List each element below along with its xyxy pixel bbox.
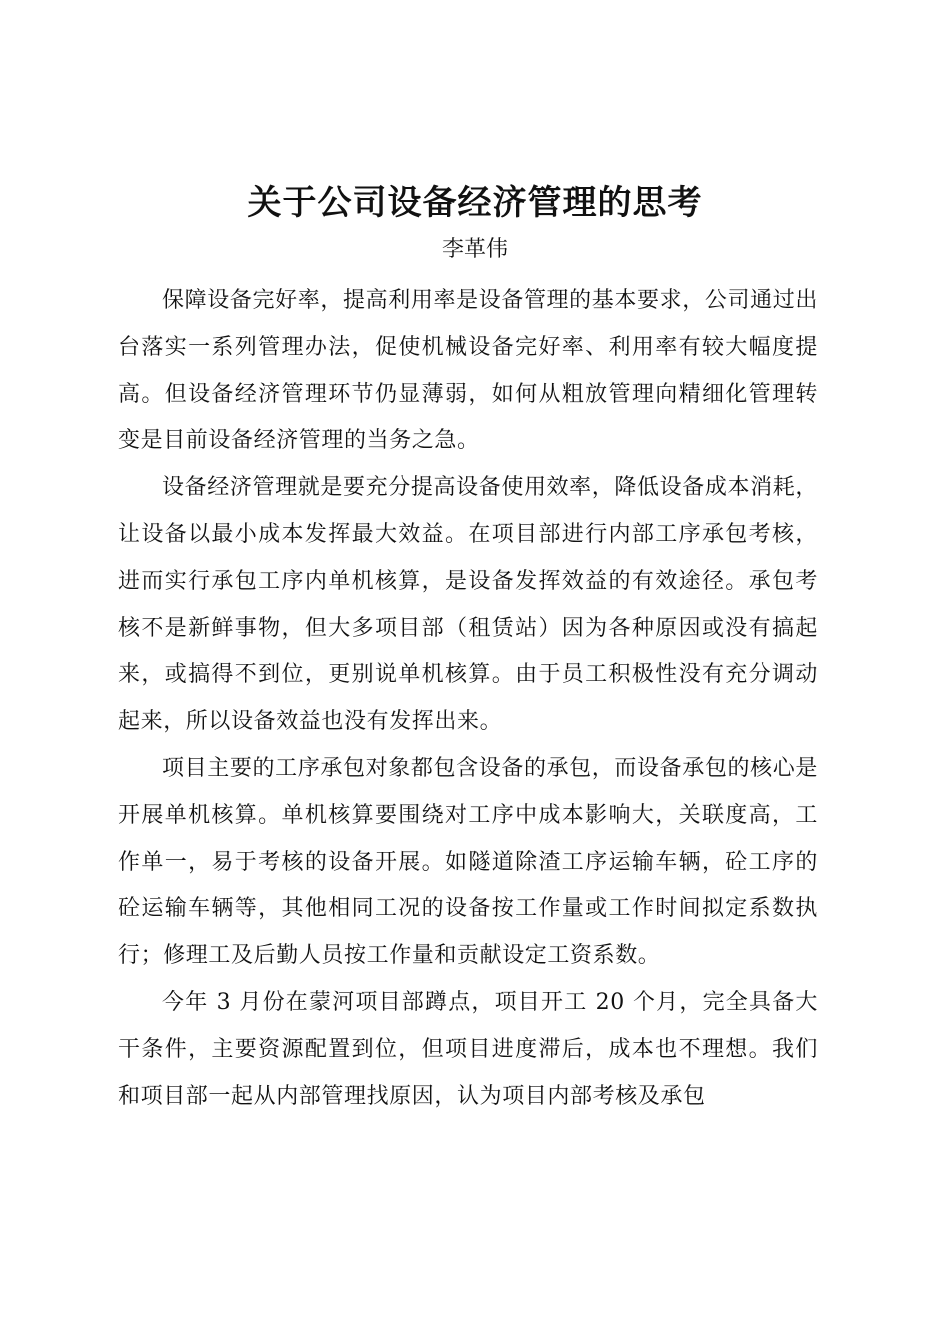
document-author: 李革伟 [441, 237, 508, 262]
document-title: 关于公司设备经济管理的思考 [247, 183, 703, 223]
document-body [118, 278, 818, 1120]
paragraph: 今年 3 月份在蒙河项目部蹲点，项目开工 20 个月，完全具备大干条件，主要资源配置到位，但项目进度滞后，成本也不理想。我们和项目部一起从内部管理找原因，认为项目内部考核及承包 [118, 989, 818, 1109]
paragraph: 保障设备完好率，提高利用率是设备管理的基本要求，公司通过出台落实一系列管理办法，促使机械设备完好率、利用率有较大幅度提高。但设备经济管理环节仍显薄弱，如何从粗放管理向精细化管理转变是目前设备经济管理的当务之急。 [118, 288, 818, 454]
paragraph: 设备经济管理就是要充分提高设备使用效率，降低设备成本消耗，让设备以最小成本发挥最大效益。在项目部进行内部工序承包考核，进而实行承包工序内单机核算，是设备发挥效益的有效途径。承包考核不是新鲜事物，但大多项目部（租赁站）因为各种原因或没有搞起来，或搞得不到位，更别说单机核算。由于员工积极性没有充分调动起来，所以设备效益也没有发挥出来。 [118, 475, 818, 735]
paragraph: 项目主要的工序承包对象都包含设备的承包，而设备承包的核心是开展单机核算。单机核算要围绕对工序中成本影响大，关联度高，工作单一，易于考核的设备开展。如隧道除渣工序运输车辆，砼工序的砼运输车辆等，其他相同工况的设备按工作量或工作时间拟定系数执行；修理工及后勤人员按工作量和贡献设定工资系数。 [118, 755, 818, 969]
